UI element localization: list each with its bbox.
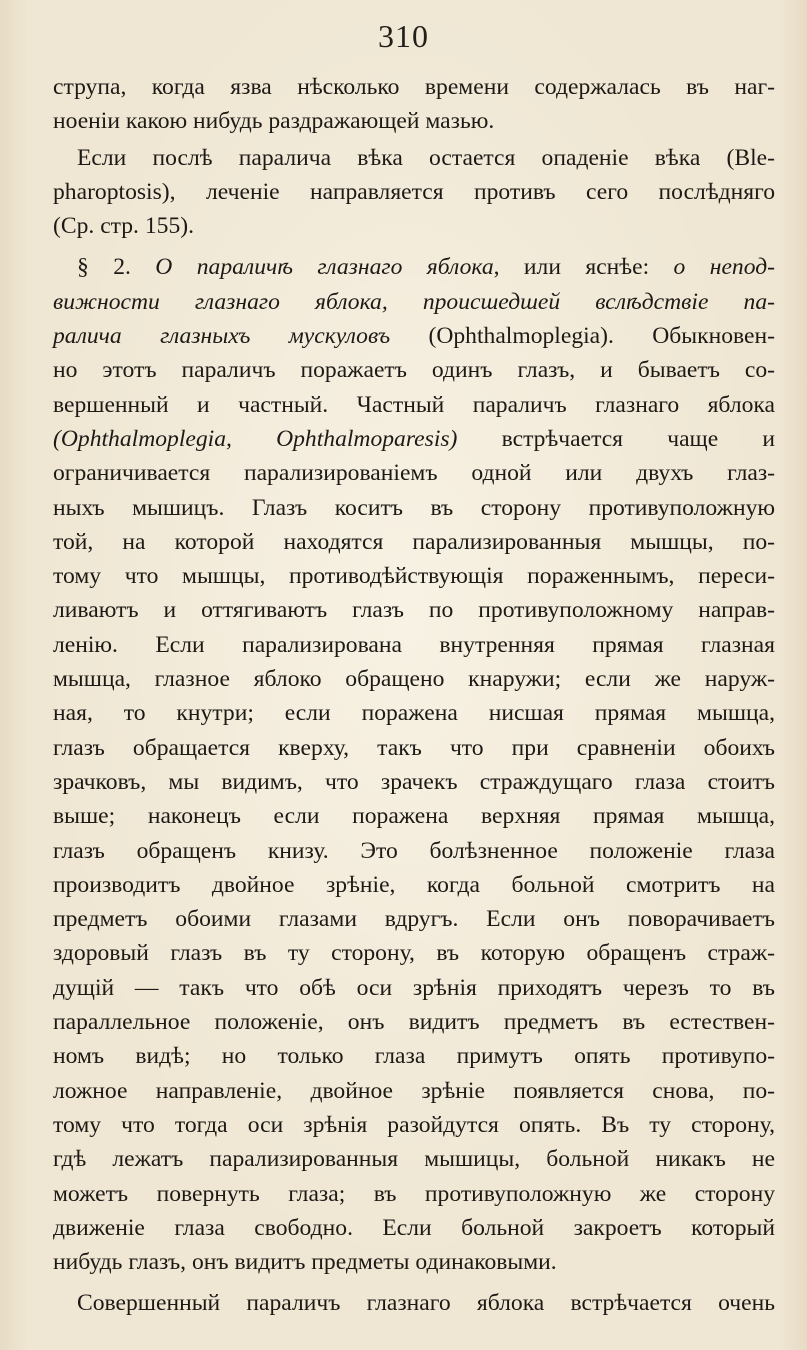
text-segment: , или яснѣе:: [493, 254, 674, 281]
text-line: нибудь глазъ, онъ видитъ предметы одинаковыми.: [53, 1249, 557, 1276]
text-line: тому что мышцы, противодѣйствующія пораженнымъ, переси-: [53, 563, 775, 590]
text-line: ленію. Если парализирована внутренняя прямая глазная: [53, 631, 775, 658]
text-line: Если послѣ паралича вѣка остается опаденіе вѣка (Ble-: [77, 144, 775, 171]
text-line: [53, 422, 775, 456]
text-segment: § 2.: [77, 254, 156, 281]
text-line: ограничивается парализированіемъ одной или двухъ глаз-: [53, 460, 775, 487]
text-line: предметъ обоими глазами вдругъ. Если онъ поворачиваетъ: [53, 906, 775, 933]
text-line: pharoptosis), леченіе направляется противъ сего послѣдняго: [53, 178, 775, 205]
text-line: Совершенный параличъ глазнаго яблока встрѣчается очень: [77, 1290, 775, 1317]
text-line: глазъ обращенъ книзу. Это болѣзненное положеніе глаза: [53, 837, 775, 864]
text-line: ложное направленіе, двойное зрѣніе появляется снова, по-: [53, 1077, 775, 1104]
text-line: мышца, глазное яблоко обращено кнаружи; если же наруж-: [53, 666, 775, 693]
text-line: ныхъ мышицъ. Глазъ коситъ въ сторону противуположную: [53, 494, 775, 521]
italic-text-segment: О параличѣ глазнаго яблока: [155, 254, 494, 281]
text-line: номъ видѣ; но только глаза примутъ опять противупо-: [53, 1043, 775, 1070]
text-line: тому что тогда оси зрѣнія разойдутся опять. Въ ту сторону,: [53, 1111, 775, 1138]
italic-text-segment: ралича глазныхъ мускуловъ: [53, 323, 391, 350]
body-text: [53, 70, 775, 1321]
text-line: ная, то кнутри; если поражена нисшая прямая мышца,: [53, 700, 775, 727]
text-line: дущій — такъ что обѣ оси зрѣнія приходятъ черезъ то въ: [53, 974, 775, 1001]
text-line: струпа, когда язва нѣсколько времени содержалась въ наг-: [53, 74, 775, 100]
text-line: ноеніи какою нибудь раздражающей мазью.: [53, 108, 495, 135]
text-line: ливаютъ и оттягиваютъ глазъ по противуположному направ-: [53, 597, 775, 624]
italic-text-segment: (Ophthalmoplegia, Ophthalmoparesis): [53, 425, 458, 452]
text-line: гдѣ лежатъ парализированныя мышицы, больной никакъ не: [53, 1146, 775, 1173]
text-line: зрачковъ, мы видимъ, что зрачекъ страждущаго глаза стоитъ: [53, 768, 775, 795]
text-line: можетъ повернуть глаза; въ противуположную же сторону: [53, 1180, 775, 1207]
text-line: глазъ обращается кверху, такъ что при сравненіи обоихъ: [53, 734, 775, 761]
text-line: выше; наконецъ если поражена верхняя прямая мышца,: [53, 803, 775, 830]
text-line: но этотъ параличъ поражаетъ одинъ глазъ, и бываетъ со-: [53, 357, 775, 384]
text-line: [53, 250, 775, 284]
text-line: вершенный и частный. Частный параличъ глазнаго яблока: [53, 391, 775, 418]
text-line: движеніе глаза свободно. Если больной закроетъ который: [53, 1214, 775, 1241]
text-segment: (Ophthalmoplegia). Обыкновен-: [390, 323, 775, 350]
text-line: той, на которой находятся парализированныя мышцы, по-: [53, 528, 775, 555]
text-line: параллельное положеніе, онъ видитъ предметъ въ естествен-: [53, 1009, 775, 1036]
italic-text-segment: о непод-: [673, 254, 775, 281]
text-line: [53, 285, 775, 319]
text-segment: встрѣчается чаще и: [457, 425, 776, 452]
text-line: производитъ двойное зрѣніе, когда больной смотритъ на: [53, 871, 775, 898]
text-line: [53, 319, 775, 353]
text-line: (Ср. стр. 155).: [53, 213, 194, 240]
text-line: здоровый глазъ въ ту сторону, въ которую обращенъ страж-: [53, 940, 775, 967]
page-number: 310: [378, 18, 429, 54]
italic-text-segment: вижности глазнаго яблока, происшедшей вслѣдствіе па-: [53, 288, 775, 315]
